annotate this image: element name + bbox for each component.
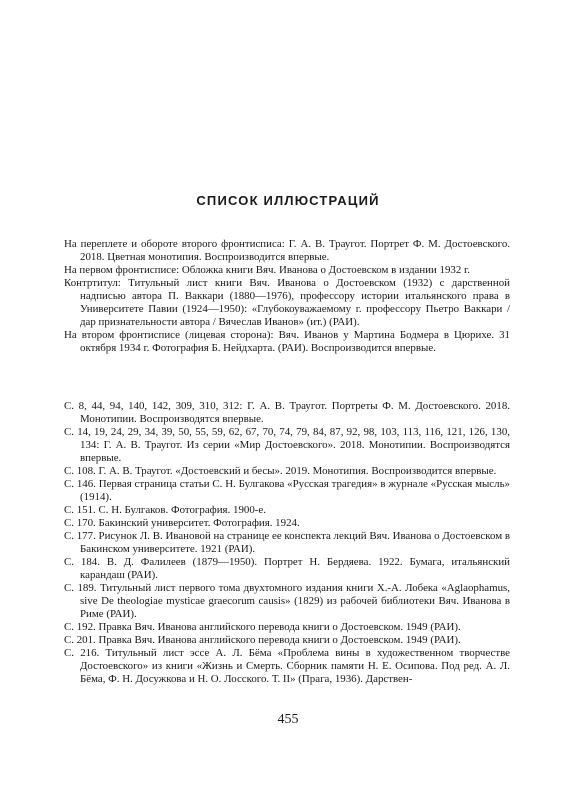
list-item: С. 201. Правка Вяч. Иванова английского перевода книги о Достоевском. 1949 (РАИ). bbox=[64, 634, 461, 646]
list-item: С. 170. Бакинский университет. Фотография. 1924. bbox=[64, 517, 300, 529]
list-item: С. 189. Титульный лист первого тома двухтомного издания книги Х.-А. Лобека «Aglaophamus, sive De theologiae mysticae graecorum causis» (1829) из рабочей библиотеки Вяч. Иванова в Риме (РАИ). bbox=[64, 582, 510, 620]
list-item: С. 184. В. Д. Фалилеев (1879—1950). Портрет Н. Бердяева. 1922. Бумага, итальянский карандаш (РАИ). bbox=[64, 556, 510, 581]
page-number: 455 bbox=[277, 712, 299, 727]
list-item: С. 177. Рисунок Л. В. Ивановой на странице ее конспекта лекций Вяч. Иванова о Достоевском в Бакинском университете. 1921 (РАИ). bbox=[64, 530, 510, 555]
list-item: С. 14, 19, 24, 29, 34, 39, 50, 55, 59, 62, 67, 70, 74, 79, 84, 87, 92, 98, 103, 113, 116, 121, 126, 130, 134: Г. А. В. Траугот. Из серии «Мир Достоевского». 2018. Монотипии. Воспроизводятся впервые. bbox=[64, 426, 510, 464]
frontispiece-list bbox=[64, 238, 510, 355]
list-item: С. 146. Первая страница статьи С. Н. Булгакова «Русская трагедия» в журнале «Русская мысль» (1914). bbox=[64, 478, 510, 503]
list-item: На переплете и обороте второго фронтисписа: Г. А. В. Траугот. Портрет Ф. М. Достоевского. 2018. Цветная монотипия. Воспроизводится впервые. bbox=[64, 238, 510, 263]
list-item: На втором фронтисписе (лицевая сторона): Вяч. Иванов у Мартина Бодмера в Цюрихе. 31 октября 1934 г. Фотография Б. Нейдхарта. (РАИ). Воспроизводится впервые. bbox=[64, 329, 510, 354]
list-item: С. 108. Г. А. В. Траугот. «Достоевский и бесы». 2019. Монотипия. Воспроизводится впервые. bbox=[64, 465, 497, 477]
list-item: С. 8, 44, 94, 140, 142, 309, 310, 312: Г. А. В. Траугот. Портреты Ф. М. Достоевского. 2018. Монотипии. Воспроизводятся впервые. bbox=[64, 400, 510, 425]
list-item: С. 216. Титульный лист эссе А. Л. Бёма «Проблема вины в художественном творчестве Достоевского» из книги «Жизнь и Смерть. Сборник памяти Н. Е. Осипова. Под ред. А. Л. Бёма, Ф. Н. Досужкова и Н. О. Лосского. Т. II» (Прага, 1936). Дарствен- bbox=[64, 647, 510, 685]
list-item: С. 192. Правка Вяч. Иванова английского перевода книги о Достоевском. 1949 (РАИ). bbox=[64, 621, 461, 633]
list-item: Контртитул: Титульный лист книги Вяч. Иванова о Достоевском (1932) с дарственной надписью автора П. Ваккари (1880—1976), профессору истории итальянского права в Университете Павии (1924—1950): «Глубокоуважаемому г. профессору Пьетро Ваккари / дар признательности автора / Вячеслав Иванов» (ит.) (РАИ). bbox=[64, 277, 510, 328]
list-item: На первом фронтисписе: Обложка книги Вяч. Иванова о Достоевском в издании 1932 г. bbox=[64, 264, 471, 276]
page-title: СПИСОК ИЛЛЮСТРАЦИЙ bbox=[196, 193, 380, 208]
page-illustrations-list bbox=[64, 400, 510, 686]
list-item: С. 151. С. Н. Булгаков. Фотография. 1900-е. bbox=[64, 504, 266, 516]
